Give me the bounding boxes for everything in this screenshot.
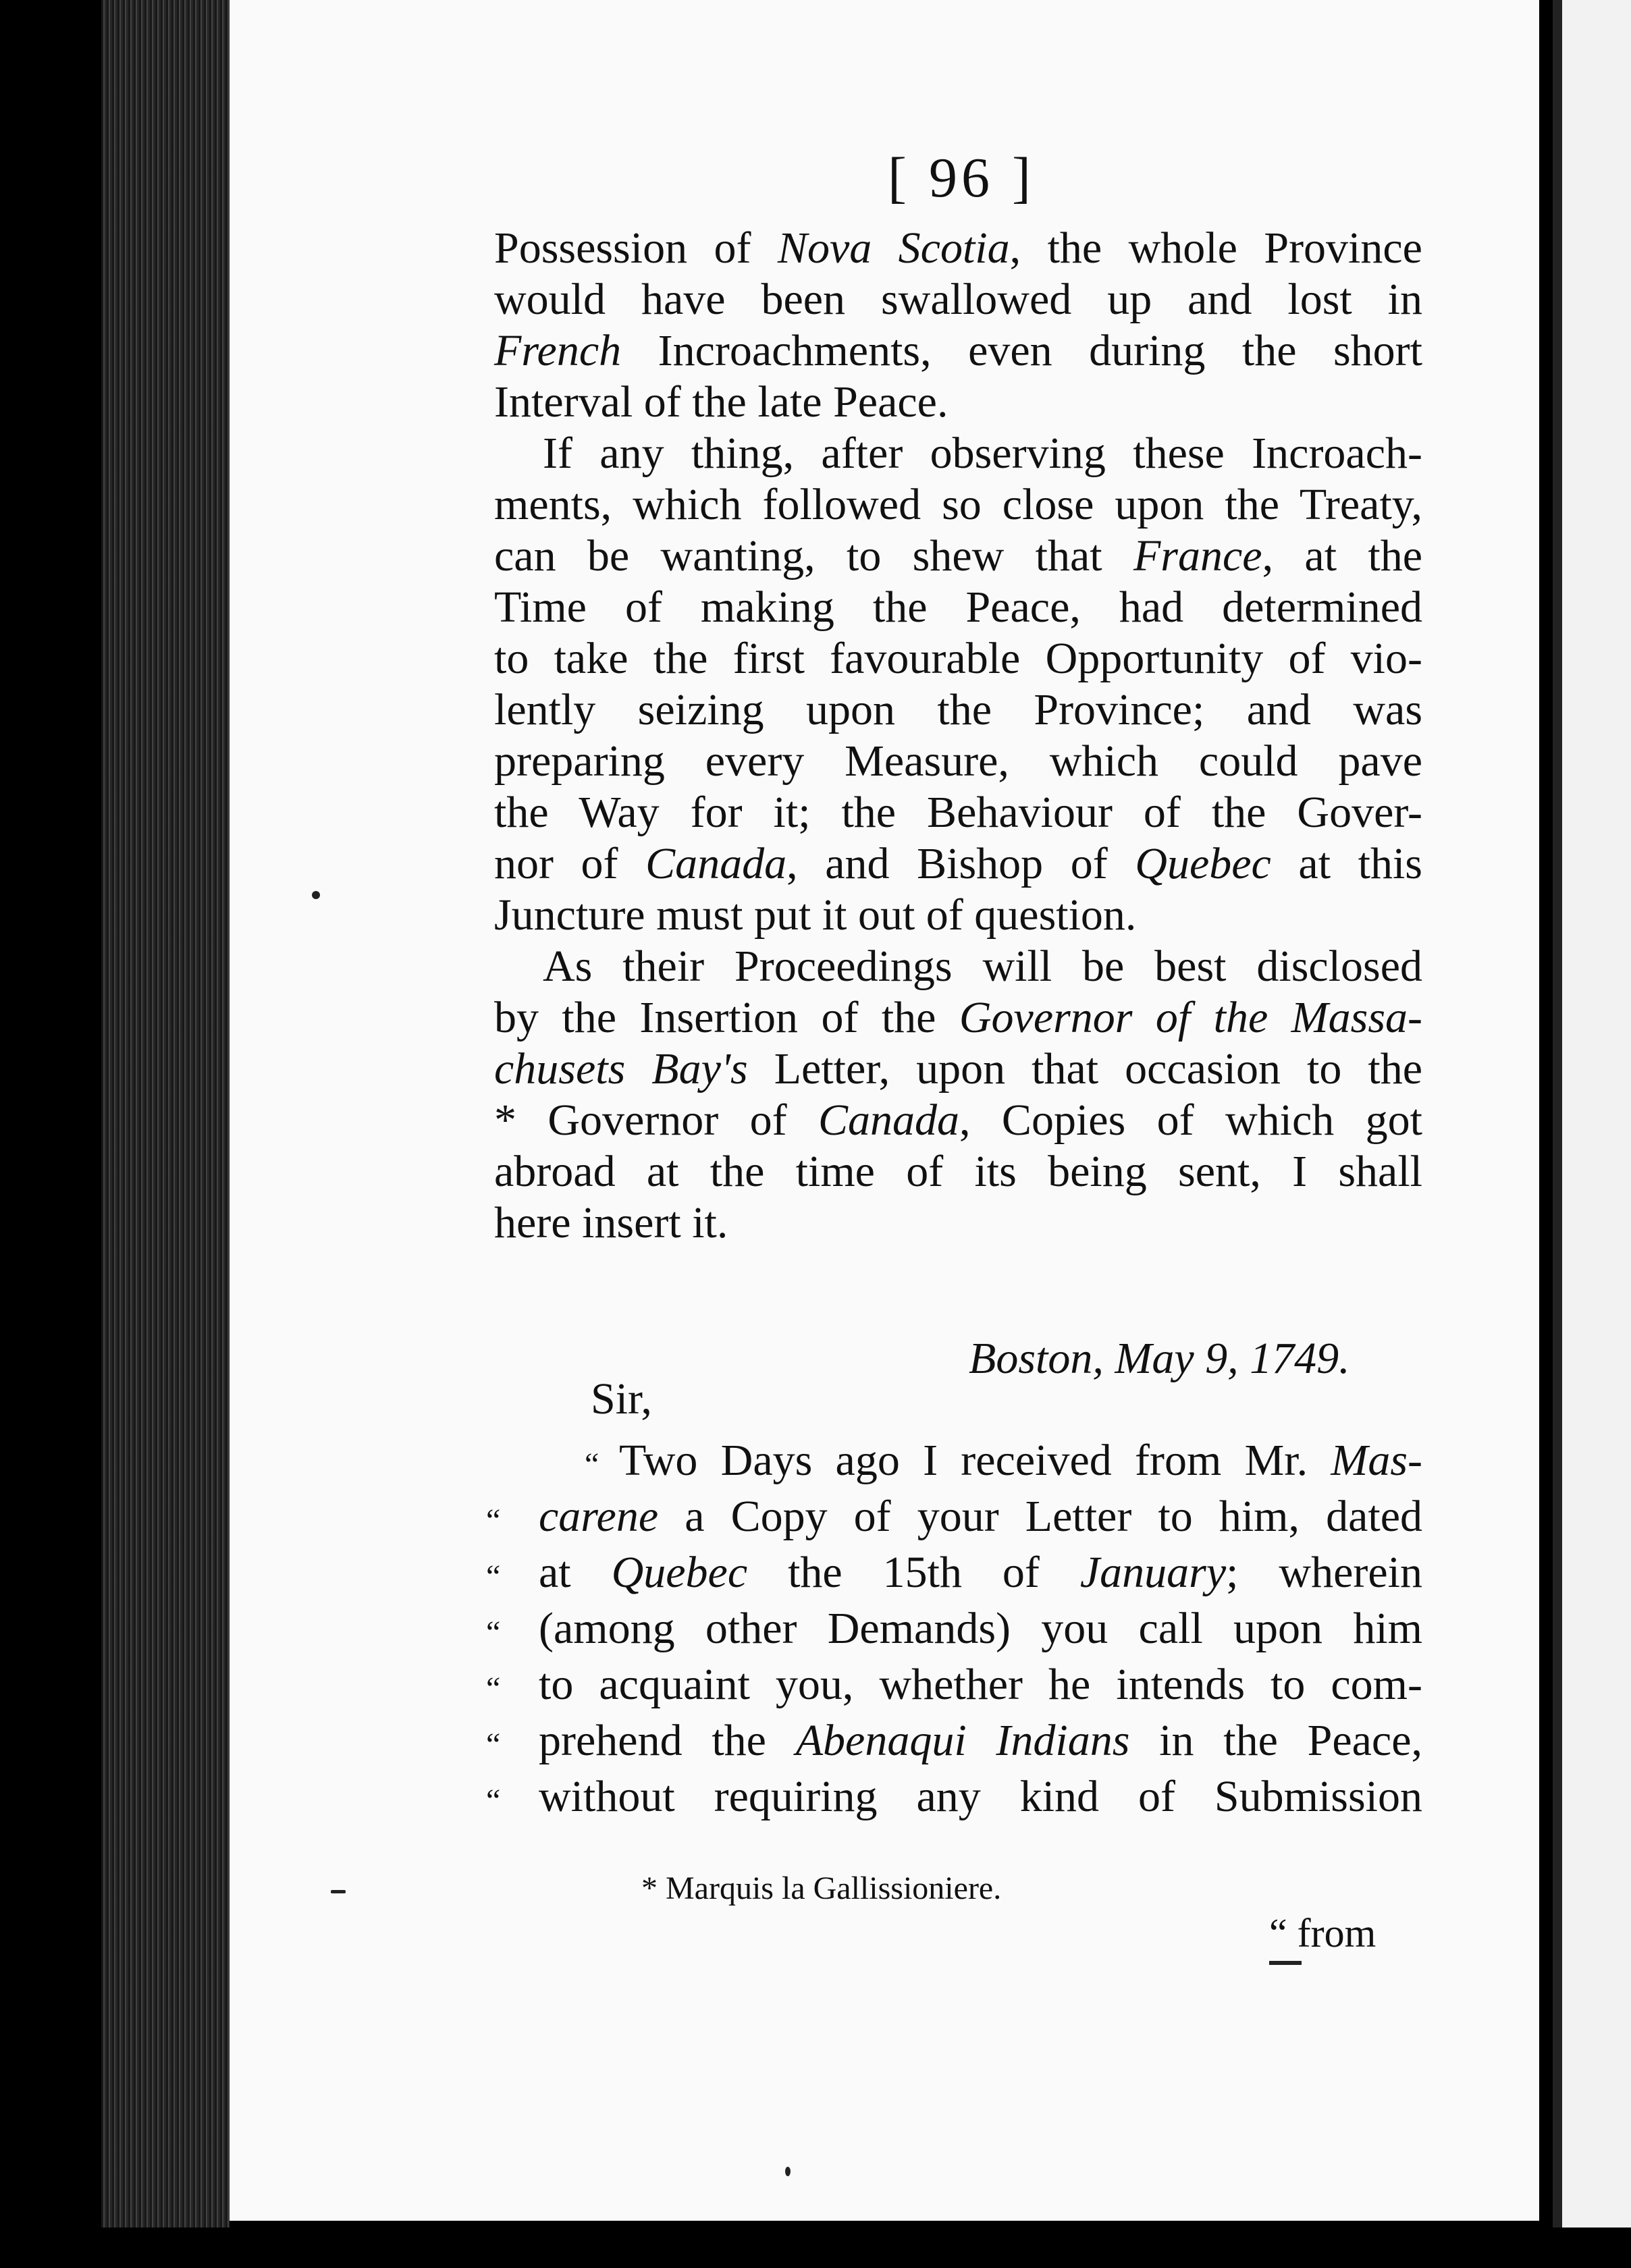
text-line: Time of making the Peace, had determined xyxy=(494,583,1422,632)
letter-line-text: at Quebec the 15th of January; wherein xyxy=(539,1548,1422,1597)
italic-text: January xyxy=(1079,1548,1227,1597)
text-line: If any thing, after observing these Incroach- xyxy=(543,429,1422,478)
text-line: preparing every Measure, which could pave xyxy=(494,736,1422,786)
paragraph xyxy=(494,941,1422,1249)
quoted-letter xyxy=(486,1434,1422,1827)
quote-mark: “ xyxy=(486,1671,501,1706)
text-line: the Way for it; the Behaviour of the Gover- xyxy=(494,788,1422,837)
text-line: ments, which followed so close upon the Treaty, xyxy=(494,480,1422,529)
scan-speck xyxy=(331,1890,346,1893)
letter-line xyxy=(486,1771,1422,1827)
text-line: As their Proceedings will be best disclosed xyxy=(543,942,1422,991)
paragraph xyxy=(494,223,1422,428)
text-line: nor of Canada, and Bishop of Quebec at this xyxy=(494,839,1422,888)
quote-mark: “ xyxy=(486,1503,501,1538)
italic-text: French xyxy=(494,326,622,375)
italic-text: chusets Bay's xyxy=(494,1044,748,1094)
quote-mark: “ xyxy=(486,1727,501,1762)
text-line: would have been swallowed up and lost in xyxy=(494,275,1422,324)
letter-line-text: “ Two Days ago I received from Mr. Mas- xyxy=(585,1436,1422,1485)
letter-line xyxy=(486,1546,1422,1602)
text-line: Possession of Nova Scotia, the whole Province xyxy=(494,223,1422,273)
signature-mark xyxy=(1269,1961,1302,1965)
text-line: Interval of the late Peace. xyxy=(494,377,948,427)
quote-mark: “ xyxy=(585,1447,620,1482)
quote-mark: “ xyxy=(486,1559,501,1594)
text-line: to take the first favourable Opportunity of vio- xyxy=(494,634,1422,683)
letter-line-text: without requiring any kind of Submission xyxy=(539,1772,1422,1821)
body-text xyxy=(494,223,1422,1249)
paragraph xyxy=(494,428,1422,941)
text-line: can be wanting, to shew that France, at the xyxy=(494,531,1422,580)
quote-mark: “ xyxy=(486,1783,501,1818)
italic-text: Abenaqui Indians xyxy=(795,1716,1130,1765)
text-line: lently seizing upon the Province; and was xyxy=(494,685,1422,734)
italic-text: carene xyxy=(539,1492,659,1541)
letter-line-text: prehend the Abenaqui Indians in the Peace, xyxy=(539,1716,1422,1765)
italic-text: Canada xyxy=(818,1096,960,1145)
catchword: “ from xyxy=(1269,1911,1376,1955)
italic-text: Mas- xyxy=(1331,1436,1422,1485)
letter-dateline: Boston, May 9, 1749. xyxy=(969,1334,1350,1383)
italic-text: Governor of the Massa- xyxy=(959,993,1422,1042)
text-line: abroad at the time of its being sent, I shall xyxy=(494,1147,1422,1196)
letter-line xyxy=(486,1714,1422,1771)
next-page-edge xyxy=(1553,0,1631,2228)
page-number: [ 96 ] xyxy=(888,146,1035,209)
footnote: * Marquis la Gallissioniere. xyxy=(641,1870,1002,1906)
letter-line-text: (among other Demands) you call upon him xyxy=(539,1604,1422,1653)
quote-mark: “ xyxy=(486,1615,501,1650)
scan-speck xyxy=(312,891,320,899)
letter-line xyxy=(486,1434,1422,1490)
italic-text: Nova Scotia xyxy=(777,223,1010,273)
letter-line xyxy=(486,1490,1422,1546)
italic-text: France xyxy=(1133,531,1262,580)
text-line: chusets Bay's Letter, upon that occasion to the xyxy=(494,1044,1422,1094)
page-edges-gutter xyxy=(101,0,230,2228)
letter-line xyxy=(486,1658,1422,1714)
text-line: by the Insertion of the Governor of the Massa- xyxy=(494,993,1422,1042)
italic-text: Canada xyxy=(645,839,787,888)
scan-speck xyxy=(785,2167,791,2176)
text-line: here insert it. xyxy=(494,1198,728,1247)
text-line: Juncture must put it out of question. xyxy=(494,890,1137,940)
letter-salutation: Sir, xyxy=(591,1374,652,1424)
letter-line-text: to acquaint you, whether he intends to com- xyxy=(539,1660,1422,1709)
letter-line-text: carene a Copy of your Letter to him, dated xyxy=(539,1492,1422,1541)
italic-text: Quebec xyxy=(1135,839,1271,888)
italic-text: Quebec xyxy=(611,1548,748,1597)
text-line: French Incroachments, even during the short xyxy=(494,326,1422,375)
text-line: * Governor of Canada, Copies of which got xyxy=(494,1096,1422,1145)
letter-line xyxy=(486,1602,1422,1658)
